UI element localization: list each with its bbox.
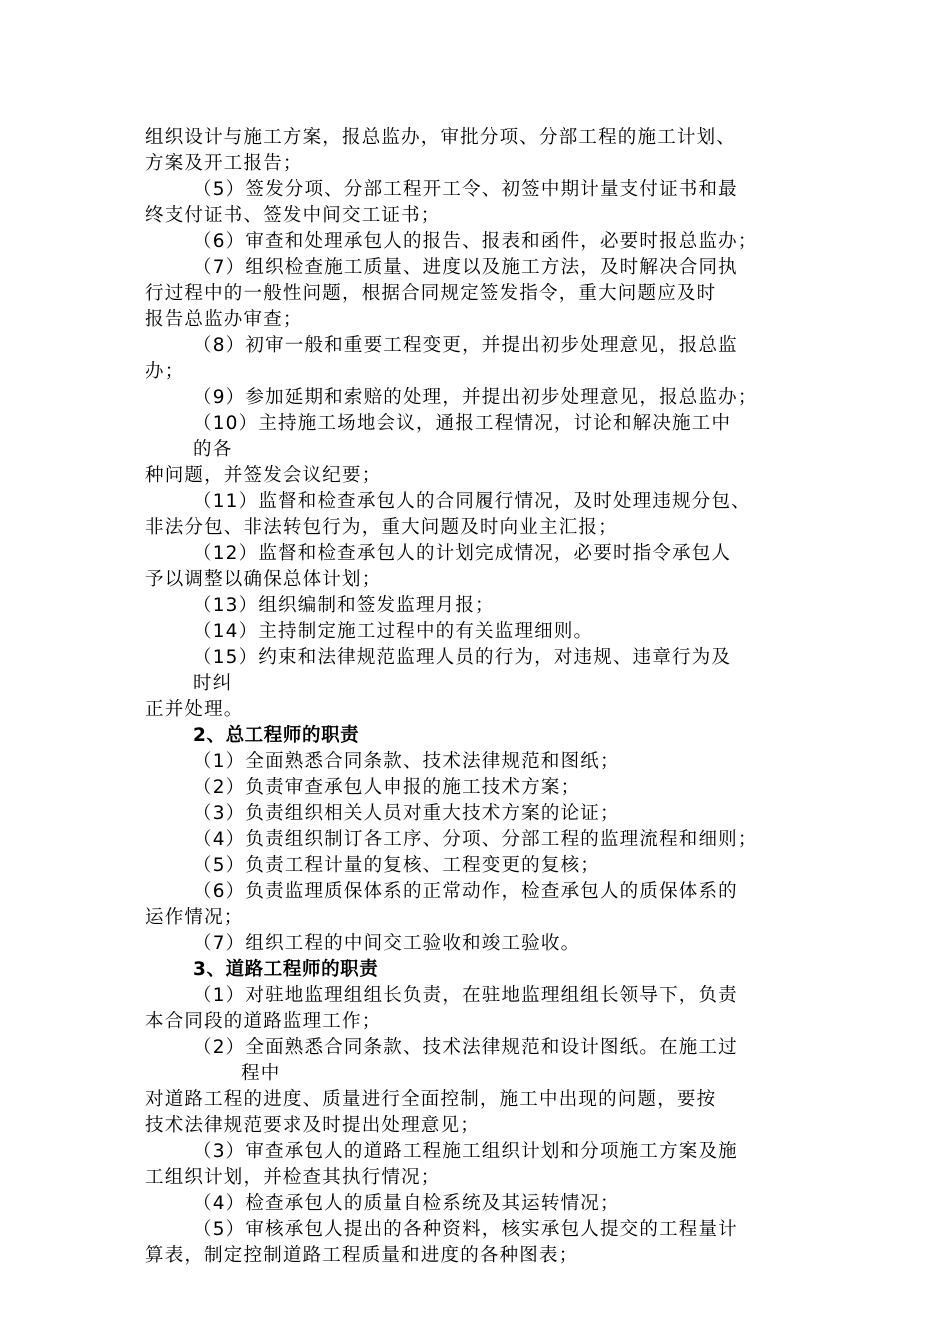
text-line: （3）审查承包人的道路工程施工组织计划和分项施工方案及施 bbox=[193, 1141, 738, 1162]
text-line: 方案及开工报告； bbox=[145, 153, 303, 174]
text-line: 工组织计划，并检查其执行情况； bbox=[145, 1167, 441, 1188]
text-line: （5）审核承包人提出的各种资料，核实承包人提交的工程量计 bbox=[193, 1219, 738, 1240]
text-line: 种问题，并签发会议纪要； bbox=[145, 465, 382, 486]
text-line: （5）负责工程计量的复核、工程变更的复核； bbox=[193, 855, 600, 876]
section-heading-road-engineer: 3、道路工程师的职责 bbox=[193, 959, 379, 980]
text-line: 程中 bbox=[241, 1063, 281, 1084]
text-line: （5）签发分项、分部工程开工令、初签中期计量支付证书和最 bbox=[193, 179, 738, 200]
text-line: （7）组织工程的中间交工验收和竣工验收。 bbox=[193, 933, 581, 954]
text-line: （13）组织编制和签发监理月报； bbox=[193, 595, 495, 616]
text-line: 办； bbox=[145, 361, 185, 382]
text-line: （1）全面熟悉合同条款、技术法律规范和图纸； bbox=[193, 751, 620, 772]
text-line: （6）审查和处理承包人的报告、报表和函件，必要时报总监办； bbox=[193, 231, 758, 252]
text-line: 的各 bbox=[193, 439, 233, 460]
text-line: 对道路工程的进度、质量进行全面控制，施工中出现的问题，要按 bbox=[145, 1089, 717, 1110]
text-line: 算表，制定控制道路工程质量和进度的各种图表； bbox=[145, 1245, 579, 1266]
text-line: （2）负责审查承包人申报的施工技术方案； bbox=[193, 777, 581, 798]
text-line: 时纠 bbox=[193, 673, 233, 694]
text-line: （12）监督和检查承包人的计划完成情况，必要时指令承包人 bbox=[193, 543, 732, 564]
text-line: （10）主持施工场地会议，通报工程情况，讨论和解决施工中 bbox=[193, 413, 732, 434]
text-line: （11）监督和检查承包人的合同履行情况，及时处理违规分包、 bbox=[193, 491, 751, 512]
text-line: （8）初审一般和重要工程变更，并提出初步处理意见，报总监 bbox=[193, 335, 738, 356]
text-line: 报告总监办审查； bbox=[145, 309, 303, 330]
text-line: （14）主持制定施工过程中的有关监理细则。 bbox=[193, 621, 594, 642]
text-line: （9）参加延期和索赔的处理，并提出初步处理意见，报总监办； bbox=[193, 387, 758, 408]
text-line: 技术法律规范要求及时提出处理意见； bbox=[145, 1115, 480, 1136]
text-line: （7）组织检查施工质量、进度以及施工方法，及时解决合同执 bbox=[193, 257, 738, 278]
text-line: 组织设计与施工方案，报总监办，审批分项、分部工程的施工计划、 bbox=[145, 127, 737, 148]
text-line: （2）全面熟悉合同条款、技术法律规范和设计图纸。在施工过 bbox=[193, 1037, 738, 1058]
text-line: 非法分包、非法转包行为，重大问题及时向业主汇报； bbox=[145, 517, 618, 538]
text-line: （4）检查承包人的质量自检系统及其运转情况； bbox=[193, 1193, 620, 1214]
text-line: 正并处理。 bbox=[145, 699, 244, 720]
text-line: （6）负责监理质保体系的正常动作，检查承包人的质保体系的 bbox=[193, 881, 738, 902]
text-line: （4）负责组织制订各工序、分项、分部工程的监理流程和细则； bbox=[193, 829, 758, 850]
text-line: （1）对驻地监理组组长负责，在驻地监理组组长领导下，负责 bbox=[193, 985, 738, 1006]
text-line: （15）约束和法律规范监理人员的行为，对违规、违章行为及 bbox=[193, 647, 732, 668]
text-line: 运作情况； bbox=[145, 907, 244, 928]
text-line: 终支付证书、签发中间交工证书； bbox=[145, 205, 441, 226]
text-line: 本合同段的道路监理工作； bbox=[145, 1011, 382, 1032]
section-heading-chief-engineer: 2、总工程师的职责 bbox=[193, 725, 360, 746]
text-line: （3）负责组织相关人员对重大技术方案的论证； bbox=[193, 803, 620, 824]
text-line: 予以调整以确保总体计划； bbox=[145, 569, 382, 590]
text-line: 行过程中的一般性问题，根据合同规定签发指令，重大问题应及时 bbox=[145, 283, 717, 304]
